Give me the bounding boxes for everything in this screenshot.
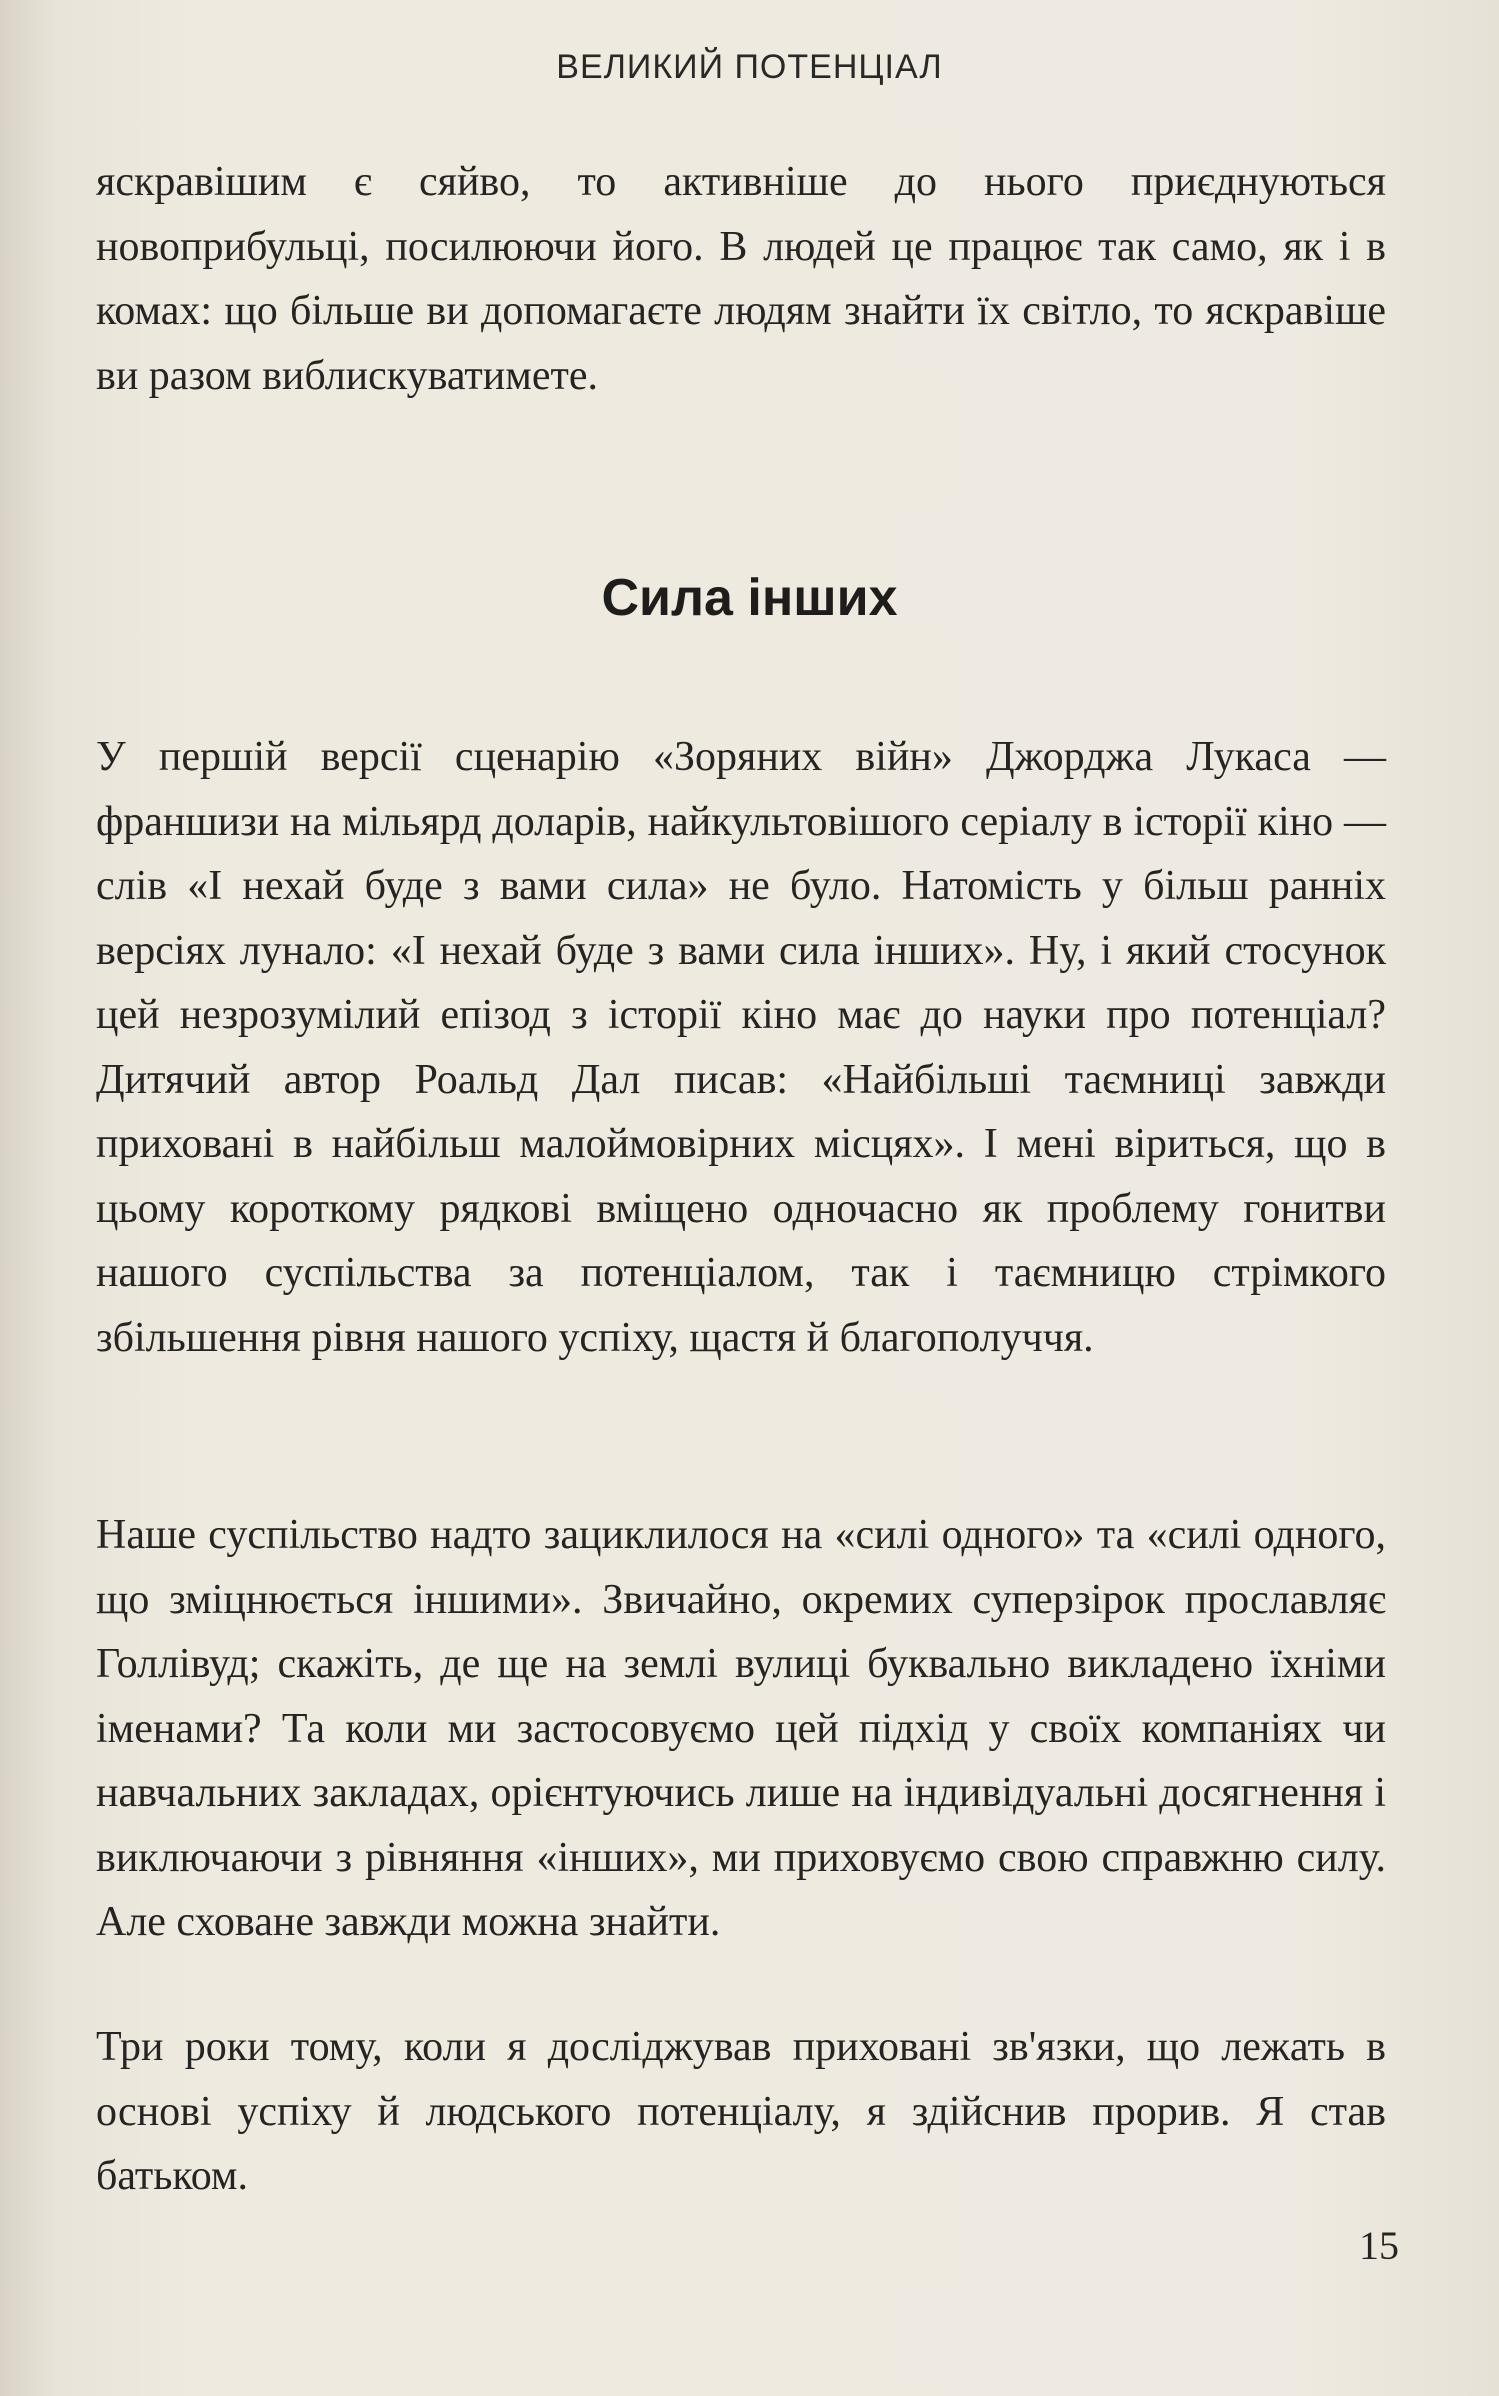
paragraph-1 xyxy=(96,725,1386,1370)
paragraph-3 xyxy=(96,2015,1386,2209)
section-title: Сила інших xyxy=(601,569,898,627)
paragraph-2 xyxy=(96,1503,1386,1955)
paragraph-text: яскравішим є сяйво, то активніше до нього приєднуються новоприбульці, посилюючи його. В людей це працює так само, як і в комах: що більше ви допомагаєте людям знайти їх світло, то яскравіше ви разом виблискуватимете. xyxy=(96,159,1386,399)
paragraph-text: Наше суспільство надто зациклилося на «силі одного» та «силі одного, що зміцнюється іншими». Звичайно, окремих суперзірок прославляє Голлівуд; скажіть, де ще на землі вулиці буквально викладено їхніми іменами? Та коли ми застосовуємо цей підхід у своїх компаніях чи навчальних закладах, орієнтуючись лише на індивідуальні досягнення і виключаючи з рівняння «інших», ми приховуємо свою справжню силу. Але сховане завжди можна знайти. xyxy=(96,1512,1386,1945)
paragraph-text: Три роки тому, коли я досліджував приховані зв'язки, що лежать в основі успіху й людського потенціалу, я здійснив прорив. Я став батьком. xyxy=(96,2024,1386,2199)
running-header: ВЕЛИКИЙ ПОТЕНЦІАЛ xyxy=(556,48,943,86)
intro-paragraph xyxy=(96,150,1386,408)
paragraph-text: У першій версії сценарію «Зоряних війн» Джорджа Лукаса — франшизи на мільярд доларів, найкультовішого серіалу в історії кіно — слів «І нехай буде з вами сила» не було. Натомість у більш ранніх версіях лунало: «І нехай буде з вами сила інших». Ну, і який стосунок цей незрозумілий епізод з історії кіно має до науки про потенціал? Дитячий автор Роальд Дал писав: «Найбільші таємниці завжди приховані в найбільш малоймовірних місцях». І мені віриться, що в цьому короткому рядкові вміщено одночасно як проблему гонитви нашого суспільства за потенціалом, так і таємницю стрімкого збільшення рівня нашого успіху, щастя й благополуччя. xyxy=(96,734,1386,1361)
page-number: 15 xyxy=(1359,2223,1399,2268)
